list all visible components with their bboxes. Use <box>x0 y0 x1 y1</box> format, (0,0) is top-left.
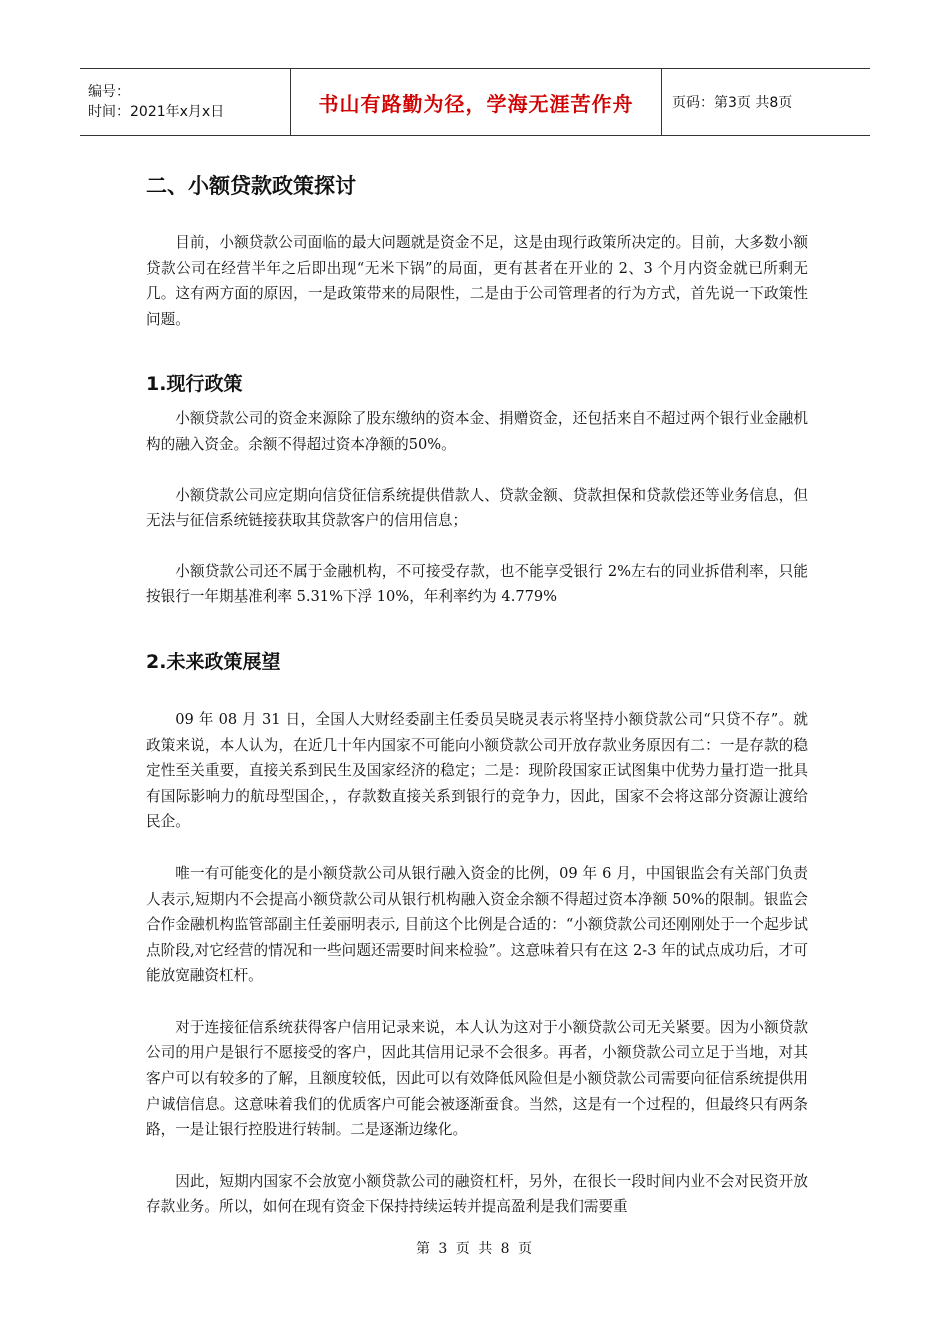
paragraph: 小额贷款公司应定期向信贷征信系统提供借款人、贷款金额、贷款担保和贷款偿还等业务信息，但无法与征信系统链接获取其贷款客户的信用信息； <box>146 486 808 530</box>
header-number-label: 编号： <box>88 84 130 100</box>
paragraph: 小额贷款公司还不属于金融机构，不可接受存款，也不能享受银行 2%左右的同业拆借利率，只能按银行一年期基准利率 5.31%下浮 10%，年利率约为 4.779% <box>146 562 808 606</box>
header-date-label: 时间：2021年x月x日 <box>88 104 225 120</box>
paragraph: 对于连接征信系统获得客户信用记录来说，本人认为这对于小额贷款公司无关紧要。因为小额贷款公司的用户是银行不愿接受的客户，因此其信用记录不会很多。再者，小额贷款公司立足于当地，对其客户可以有较多的了解，且额度较低，因此可以有效降低风险但是小额贷款公司需要向征信系统提供用户诚信信息。这意味着我们的优质客户可能会被逐渐蚕食。当然，这是有一个过程的，但最终只有两条路，一是让银行控股进行转制。二是逐渐边缘化。 <box>146 1018 808 1139</box>
document-body <box>146 168 808 1220</box>
header-motto: 书山有路勤为径，学海无涯苦作舟 <box>291 69 662 136</box>
subsection-title-future-outlook: 2.未来政策展望 <box>146 650 281 673</box>
paragraph: 因此，短期内国家不会放宽小额贷款公司的融资杠杆，另外，在很长一段时间内业不会对民资开放存款业务。所以，如何在现有资金下保持持续运转并提高盈利是我们需要重 <box>146 1172 808 1216</box>
page-header <box>80 68 870 136</box>
section-title: 二、小额贷款政策探讨 <box>146 174 356 198</box>
intro-paragraph: 目前，小额贷款公司面临的最大问题就是资金不足，这是由现行政策所决定的。目前，大多数小额贷款公司在经营半年之后即出现“无米下锅”的局面，更有甚者在开业的 2、3 个月内资金就已所剩无几。这有两方面的原因，一是政策带来的局限性，二是由于公司管理者的行为方式，首先说一下政策性问题。 <box>146 234 808 328</box>
paragraph: 09 年 08 月 31 日，全国人大财经委副主任委员吴晓灵表示将坚持小额贷款公司“只贷不存”。就政策来说，本人认为，在近几十年内国家不可能向小额贷款公司开放存款业务原因有二：一是存款的稳定性至关重要，直接关系到民生及国家经济的稳定；二是：现阶段国家正试图集中优势力量打造一批具有国际影响力的航母型国企，，存款数直接关系到银行的竞争力，因此，国家不会将这部分资源让渡给民企。 <box>146 710 808 831</box>
header-meta <box>80 69 291 136</box>
paragraph: 唯一有可能变化的是小额贷款公司从银行融入资金的比例，09 年 6 月，中国银监会有关部门负责人表示,短期内不会提高小额贷款公司从银行机构融入资金余额不得超过资本净额 50%的限制。银监会合作金融机构监管部副主任姜丽明表示, 目前这个比例是合适的：“小额贷款公司还刚刚处于一个起步试点阶段,对它经营的情况和一些问题还需要时间来检验”。这意味着只有在这 2-3 年的试点成功后，才可能放宽融资杠杆。 <box>146 864 808 985</box>
page-footer: 第 3 页 共 8 页 <box>415 1241 535 1257</box>
subsection-title-current-policy: 1.现行政策 <box>146 373 243 396</box>
header-page-info: 页码：第3页 共8页 <box>662 69 871 136</box>
paragraph: 小额贷款公司的资金来源除了股东缴纳的资本金、捐赠资金，还包括来自不超过两个银行业金融机构的融入资金。余额不得超过资本净额的50%。 <box>146 410 808 453</box>
